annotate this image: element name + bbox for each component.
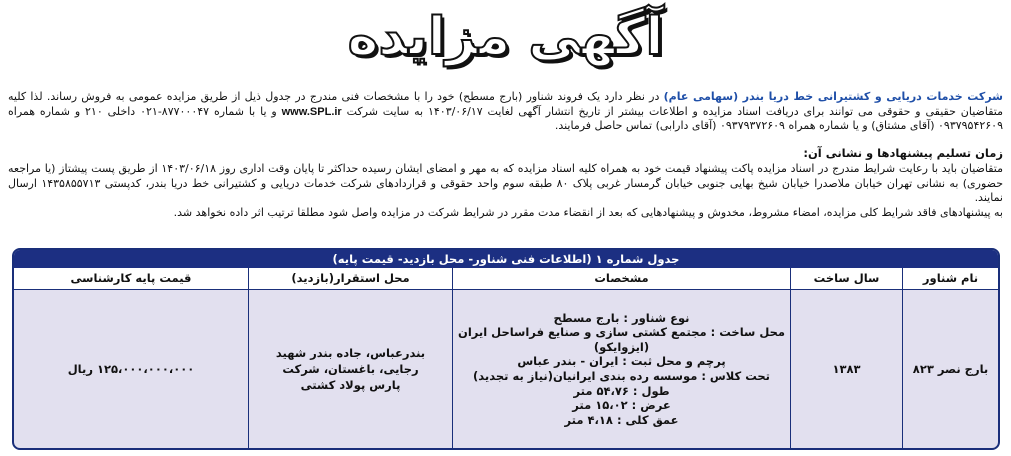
spec-line: عمق کلی : ۴،۱۸ متر — [564, 412, 679, 427]
spec-line: پرچم و محل ثبت : ایران - بندر عباس — [517, 354, 726, 369]
intro-paragraph — [8, 90, 1003, 134]
spec-line: محل ساخت : مجتمع کشتی سازی و صنایع فراساحل ایران — [458, 325, 785, 340]
header-year: سال ساخت — [790, 268, 902, 289]
spec-line: نوع شناور : بارج مسطح — [553, 310, 690, 325]
notice-title: آگهی مزایده — [347, 7, 664, 67]
spec-line: (ایزوایکو) — [593, 339, 650, 354]
cell-year: ۱۳۸۳ — [790, 290, 902, 448]
table-row — [14, 290, 998, 448]
barge-info-table — [12, 248, 1000, 450]
cell-price: ۱۲۵،۰۰۰،۰۰۰،۰۰۰ ریال — [67, 361, 195, 376]
intro-text-2: و یا با شماره ۸۷۷۰۰۰۴۷-۰۲۱ داخلی ۲۱۰ و شماره همراه ۰۹۳۷۹۵۴۲۶۰۹ (آقای مشتاق) و یا شماره همراه ۰۹۳۷۹۳۷۲۶۰۹ (آقای دارابی) تماس حاصل فرمایند. — [8, 104, 1003, 133]
deadline-heading: زمان تسلیم پیشنهادها و نشانی آن: — [803, 146, 1003, 160]
cell-specs — [452, 290, 790, 448]
header-location: محل استقرار(بازدید) — [248, 268, 452, 289]
intro-text-1: در نظر دارد یک فروند شناور (بارج مسطح) خود را با مشخصات فنی مندرج در جدول ذیل از طریق مزایده عمومی به فروش رساند. لذا کلیه متقاضیان حقیقی و حقوقی می توانند برای دریافت اسناد مزایده و اطلاعات بیشتر از تاریخ انتشار آگهی لغایت ۱۴۰۳/۰۶/۱۷ به سایت شرکت — [8, 90, 1003, 118]
terms-paragraph-1: متقاضیان باید با رعایت شرایط مندرج در اسناد مزایده پاکت پیشنهاد قیمت خود به همراه کلیه اسناد مزایده که به مهر و امضای ایشان رسیده حداکثر تا پایان وقت اداری روز ۱۴۰۳/۰۶/۱۸ از طریق پست پیشتاز (یا مراجعه حضوری) به نشانی تهران خیابان ملاصدرا خیابان شیخ بهایی جنوبی خیابان گرمسار غربی پلاک ۸۰ طبقه سوم واحد حقوقی و قراردادهای شرکت خدمات دریایی و کشتیرانی خط دریا بندر، کدپستی ۱۴۳۵۸۵۵۷۱۳ ارسال نمایند. — [8, 162, 1003, 205]
table-caption: جدول شماره ۱ (اطلاعات فنی شناور- محل بازدید- قیمت پایه) — [14, 250, 998, 268]
header-specs: مشخصات — [452, 268, 790, 289]
company-name: شرکت خدمات دریایی و کشتیرانی خط دریا بندر (سهامی عام) — [663, 90, 1003, 103]
title-banner — [0, 6, 1011, 68]
spec-line: تحت کلاس : موسسه رده بندی ایرانیان(نیاز به تجدید) — [473, 369, 770, 383]
spec-line: طول : ۵۴،۷۶ متر — [573, 383, 670, 398]
terms-paragraph-2: به پیشنهادهای فاقد شرایط کلی مزایده، امضاء مشروط، مخدوش و پیشنهادهایی که بعد از انقضاء مدت مقرر در شرایط شرکت در مزایده واصل شود مطلقا ترتیب اثر داده نخواهد شد. — [173, 205, 1003, 219]
cell-location: بندرعباس، جاده بندر شهید رجایی، باغستان، شرکت پارس پولاد کشتی — [248, 290, 452, 448]
header-price: قیمت پایه کارشناسی — [70, 271, 192, 285]
header-name: نام شناور — [902, 268, 998, 289]
table-header-row — [14, 268, 998, 290]
terms-section — [8, 162, 1003, 220]
website-link[interactable]: www.SPL.ir — [281, 105, 342, 118]
cell-name: بارج نصر ۸۲۳ — [902, 290, 998, 448]
spec-line: عرض : ۱۵،۰۲ متر — [572, 398, 671, 413]
